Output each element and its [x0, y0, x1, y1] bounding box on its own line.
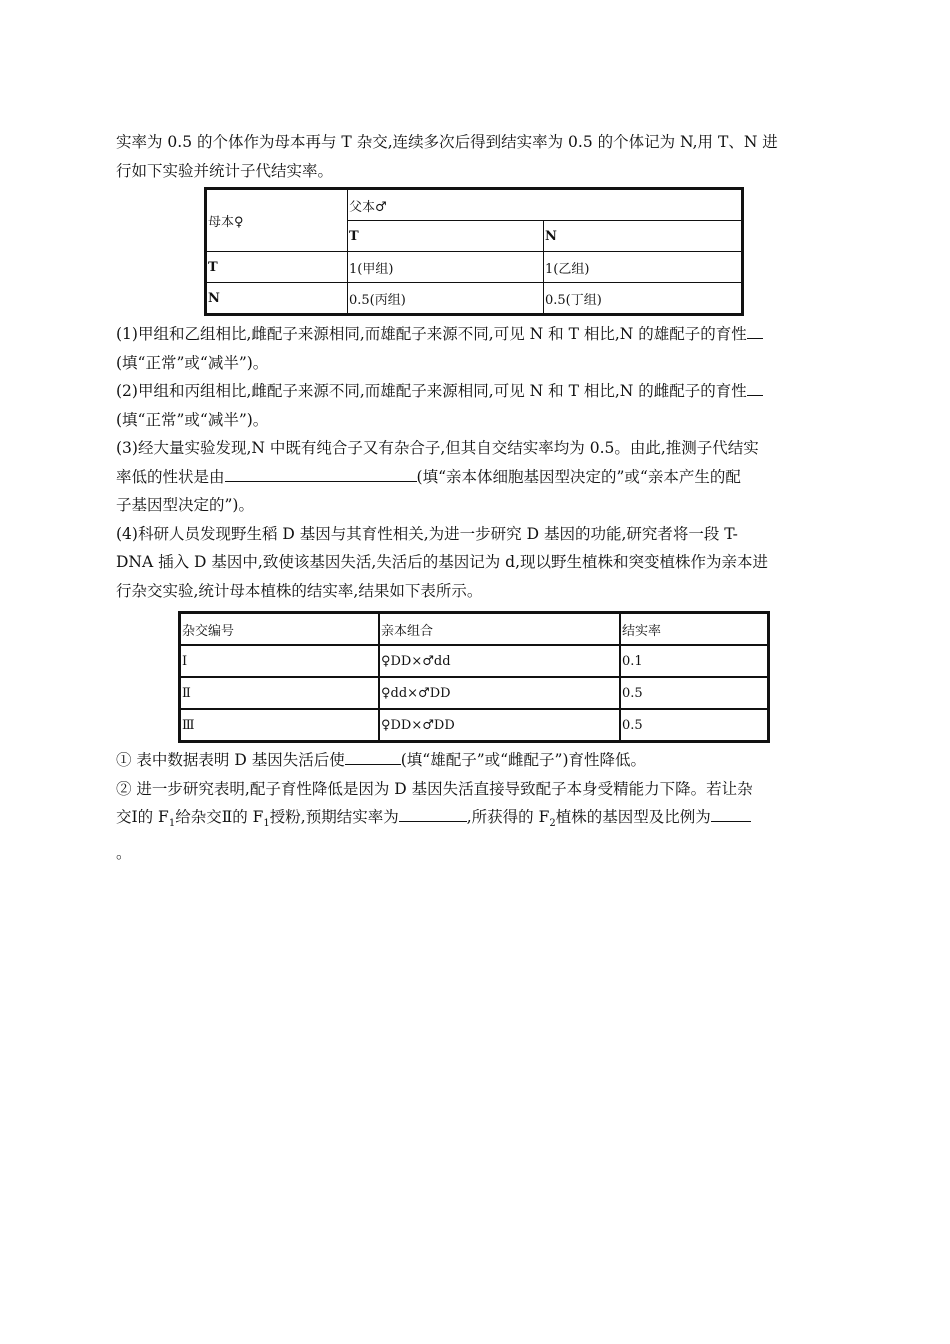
header-cross-id: 杂交编号	[180, 613, 380, 646]
sub-question-2-text-c: 授粉,预期结实率为	[269, 808, 399, 826]
cell-n-n: 0.5(丁组)	[544, 283, 743, 315]
sub-question-2-line-3: 。	[116, 843, 132, 862]
cell-n-t: 0.5(丙组)	[348, 283, 544, 315]
rate-1: 0.1	[620, 645, 769, 677]
mother-header: 母本♀	[206, 189, 348, 252]
sub-question-1-text-b: (填“雄配子”或“雌配子”)育性降低。	[400, 751, 647, 769]
row-label-n: N	[206, 283, 348, 315]
question-3-text-a: 率低的性状是由	[116, 467, 225, 486]
cell-t-t: 1(甲组)	[348, 252, 544, 283]
answer-blank-1[interactable]	[747, 322, 763, 339]
question-4-line-2: DNA 插入 D 基因中,致使该基因失活,失活后的基因记为 d,现以野生植株和突变植株作为亲本进	[116, 553, 769, 571]
row-label-t: T	[206, 252, 348, 283]
cross-table-2	[178, 611, 770, 743]
cross-id-1: Ⅰ	[180, 645, 380, 677]
question-1-line-1: (1)甲组和乙组相比,雌配子来源相同,而雄配子来源不同,可见 N 和 T 相比,N 的雄配子的育性	[116, 325, 747, 343]
answer-blank-6[interactable]	[711, 805, 751, 822]
question-1-line-2: (填“正常”或“减半”)。	[116, 353, 269, 372]
sub-question-2-line-1: ② 进一步研究表明,配子育性降低是因为 D 基因失活直接导致配子本身受精能力下降。若让杂	[116, 779, 753, 798]
intro-line-1: 实率为 0.5 的个体作为母本再与 T 杂交,连续多次后得到结实率为 0.5 的个体记为 N,用 T、N 进	[116, 133, 778, 151]
question-2-line-2: (填“正常”或“减半”)。	[116, 410, 269, 429]
header-parents: 亲本组合	[379, 613, 620, 646]
question-4-line-1: (4)科研人员发现野生稻 D 基因与其育性相关,为进一步研究 D 基因的功能,研究者将一段 T-	[116, 524, 738, 543]
intro-line-2: 行如下实验并统计子代结实率。	[116, 161, 334, 180]
sub-question-2-text-a: 交Ⅰ的 F	[116, 808, 169, 826]
parents-3: ♀DD×♂DD	[379, 709, 620, 742]
header-fruit-rate: 结实率	[620, 613, 769, 646]
answer-blank-4[interactable]	[345, 748, 401, 765]
rate-3: 0.5	[620, 709, 769, 742]
parents-2: ♀dd×♂DD	[379, 677, 620, 709]
sub-question-2-text-d: ,所获得的 F	[466, 808, 550, 826]
cross-id-2: Ⅱ	[180, 677, 380, 709]
cross-id-3: Ⅲ	[180, 709, 380, 742]
answer-blank-3[interactable]	[225, 465, 417, 482]
question-1	[116, 320, 836, 349]
sub-question-2-text-b: 给杂交Ⅱ的 F	[175, 808, 264, 826]
cell-t-n: 1(乙组)	[544, 252, 743, 283]
question-3-line-1: (3)经大量实验发现,N 中既有纯合子又有杂合子,但其自交结实率均为 0.5。由此,推测子代结实	[116, 439, 759, 457]
subscript-f1-b: 1	[263, 818, 270, 830]
col-header-n: N	[544, 221, 743, 252]
question-4-line-3: 行杂交实验,统计母本植株的结实率,结果如下表所示。	[116, 581, 483, 600]
father-header: 父本♂	[348, 189, 743, 221]
col-header-t: T	[348, 221, 544, 252]
rate-2: 0.5	[620, 677, 769, 709]
question-3-line-2	[116, 463, 836, 492]
cross-table-1	[204, 187, 744, 316]
sub-question-2-text-e: 植株的基因型及比例为	[555, 808, 711, 826]
question-3-line-3: 子基因型决定的”)。	[116, 496, 254, 514]
document-body	[116, 128, 836, 867]
answer-blank-2[interactable]	[747, 379, 763, 396]
answer-blank-5[interactable]	[399, 805, 467, 822]
parents-1: ♀DD×♂dd	[379, 645, 620, 677]
subscript-f2: 2	[549, 818, 556, 830]
sub-question-2-line-2	[116, 803, 836, 839]
question-2	[116, 377, 836, 406]
subscript-f1-a: 1	[168, 818, 176, 830]
question-3-text-b: (填“亲本体细胞基因型决定的”或“亲本产生的配	[416, 467, 741, 486]
sub-question-1	[116, 746, 836, 775]
question-2-line-1: (2)甲组和丙组相比,雌配子来源不同,而雄配子来源相同,可见 N 和 T 相比,N 的雌配子的育性	[116, 382, 747, 400]
sub-question-1-text-a: ① 表中数据表明 D 基因失活后使	[116, 751, 345, 769]
